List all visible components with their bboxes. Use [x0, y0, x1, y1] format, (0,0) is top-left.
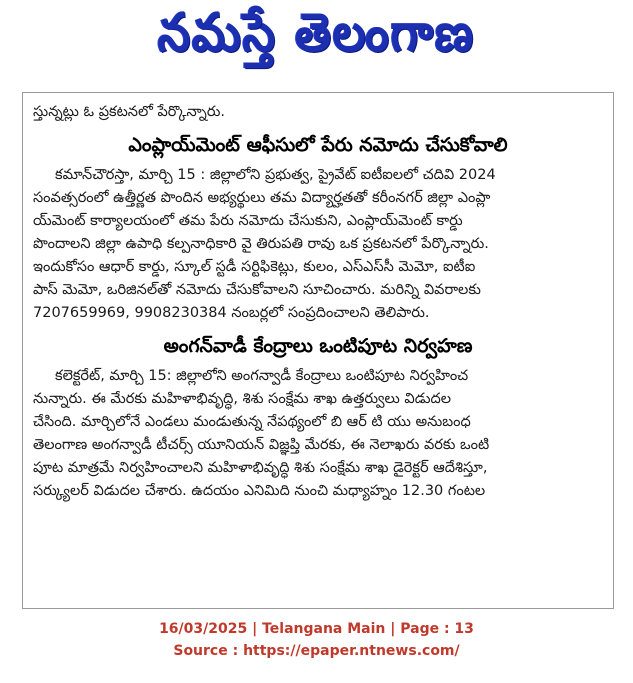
clipping-content [23, 93, 613, 503]
story2-headline: అంగన్‌వాడీ కేంద్రాలు ఒంటిపూట నిర్వహణ [163, 335, 473, 357]
footer [0, 618, 633, 662]
footer-date-page: 16/03/2025 | Telangana Main | Page : 13 [159, 621, 474, 637]
news-clipping [22, 92, 614, 609]
footer-source-link[interactable]: Source : https://epaper.ntnews.com/ [173, 643, 460, 659]
story1-line: పాస్ మెమో, ఒరిజినల్‌తో నమోదు చేసుకోవాలని సూచించారు. మరిన్ని వివరాలకు [33, 282, 481, 298]
story2-line: నున్నారు. ఈ మేరకు మహిళాభివృద్ధి, శిశు సంక్షేమ శాఖ ఉత్తర్వులు విడుదల [33, 391, 451, 407]
story2-line: పూట మాత్రమే నిర్వహించాలని మహిళాభివృద్ధి శిశు సంక్షేమ శాఖ డైరెక్టర్ ఆదేశిస్తూ, [33, 460, 488, 476]
story2-line: కలెక్టరేట్, మార్చి 15: జిల్లాలోని అంగన్వాడీ కేంద్రాలు ఒంటిపూట నిర్వహించ [55, 368, 469, 384]
story2-line: సర్క్యులర్ విడుదల చేశారు. ఉదయం ఎనిమిది నుంచి మధ్యాహ్నం 12.30 గంటల [33, 483, 486, 499]
lead-line: స్తున్నట్లు ఓ ప్రకటనలో పేర్కొన్నారు. [33, 104, 226, 120]
story1-headline: ఎంప్లాయ్‌మెంట్ ఆఫీసులో పేరు నమోదు చేసుకోవాలి [128, 134, 508, 156]
story1-line: సంవత్సరంలో ఉత్తీర్ణత పొందిన అభ్యర్థులు తమ విద్యార్హతతో కరీంనగర్ జిల్లా ఎంప్లా [33, 190, 491, 206]
story1-line: ఇందుకోసం ఆధార్ కార్డు, స్కూల్ స్టడీ సర్టిఫికెట్లు, కులం, ఎస్ఎస్‌సీ మెమో, ఐటీఐ [33, 259, 476, 275]
story2-line: తెలంగాణ అంగన్వాడీ టీచర్స్ యూనియన్ విజ్ఞప్తి మేరకు, ఈ నెలాఖరు వరకు ఒంటి [33, 437, 490, 453]
story1-line: కమాన్‌చౌరస్తా, మార్చి 15 : జిల్లాలోని ప్రభుత్వ, ప్రైవేట్ ఐటీఐలలో చదివి 2024 [55, 167, 496, 183]
newspaper-logo: నమస్తే తెలంగాణ [157, 1, 476, 64]
story1-line: య్‌మెంట్ కార్యాలయంలో తమ పేరు నమోదు చేసుకుని, ఎంప్లాయ్‌మెంట్ కార్డు [33, 213, 463, 229]
story1-line: పొందాలని జిల్లా ఉపాధి కల్పనాధికారి వై తిరుపతి రావు ఒక ప్రకటనలో పేర్కొన్నారు. [33, 236, 489, 252]
story2-line: చేసింది. మార్చిలోనే ఎండలు మండుతున్న నేపథ్యంలో బి ఆర్ టి యు అనుబంధ [33, 414, 471, 430]
story1-line: 7207659969, 9908230384 నంబర్లలో సంప్రదించాలని తెలిపారు. [33, 305, 430, 321]
masthead [0, 0, 633, 80]
